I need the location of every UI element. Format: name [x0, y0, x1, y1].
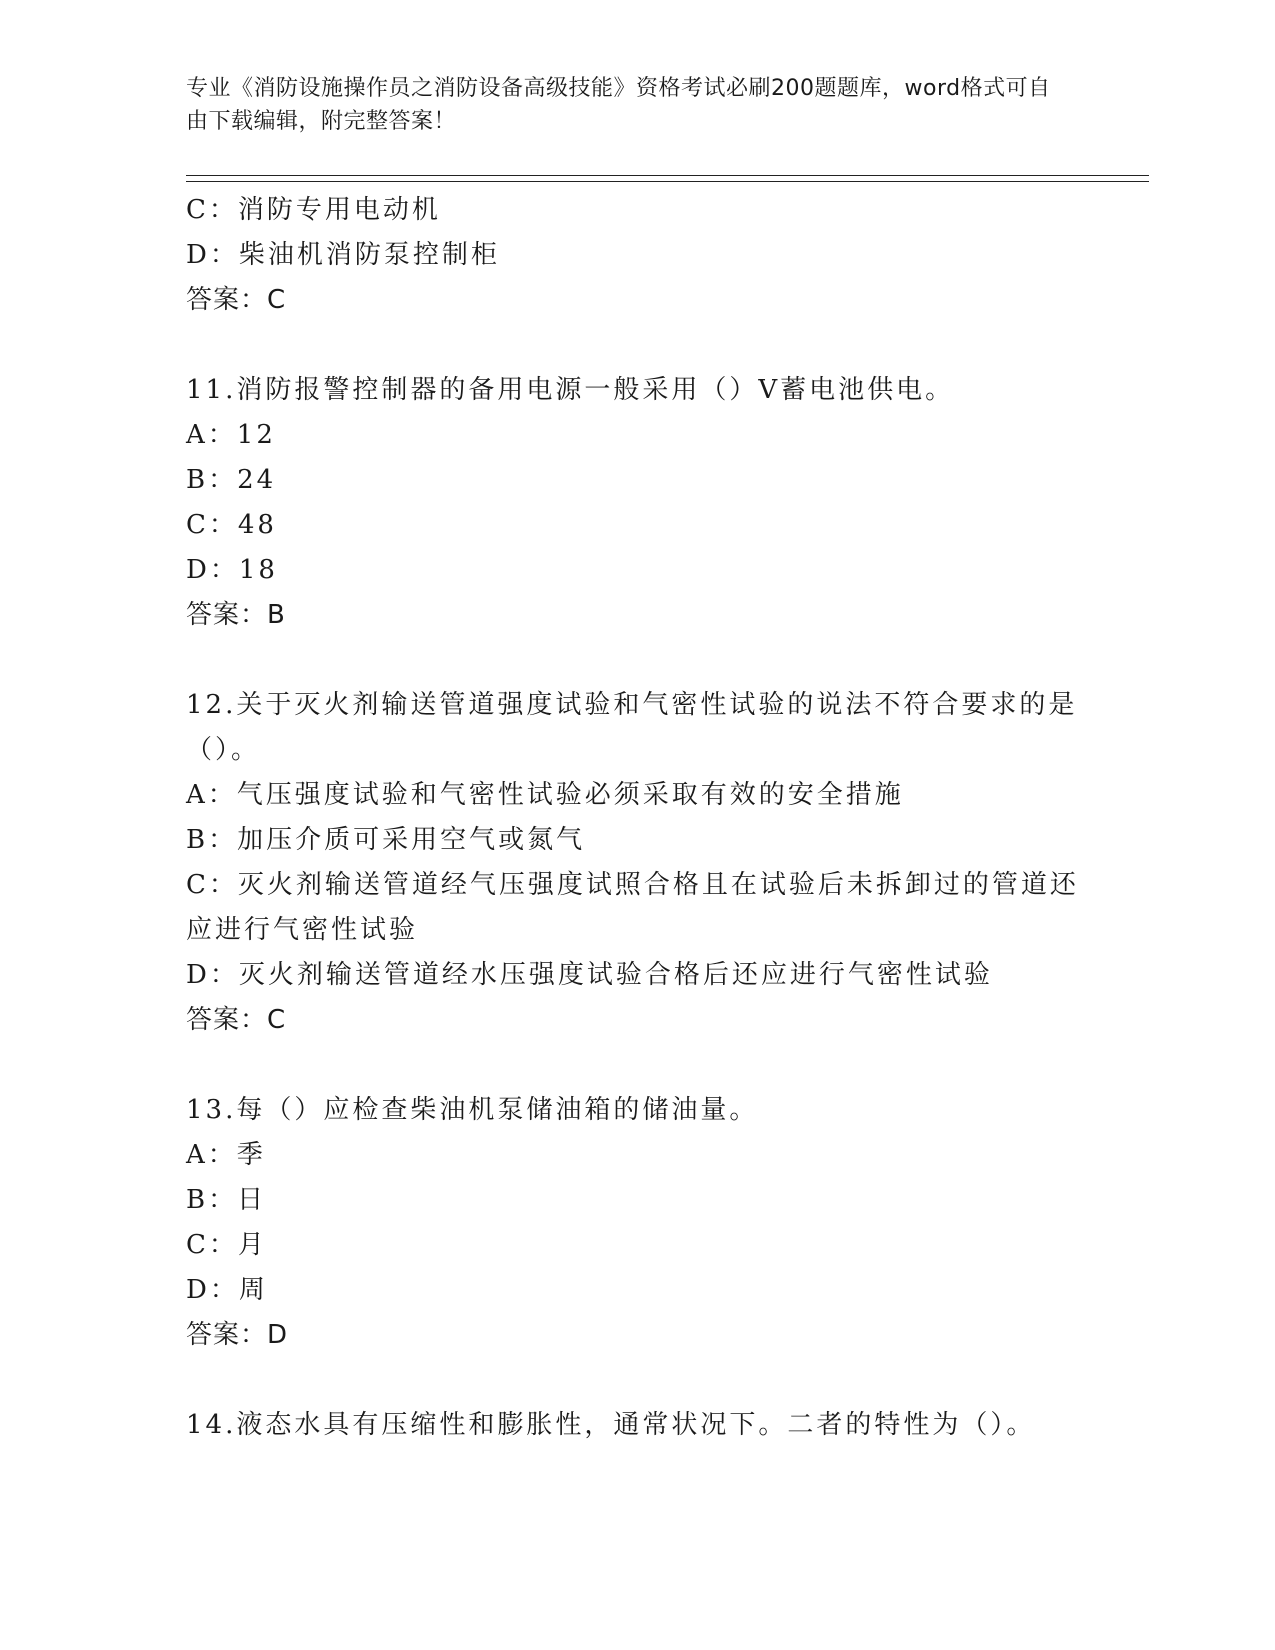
option-a: A：气压强度试验和气密性试验必须采取有效的安全措施	[186, 780, 904, 810]
header-title: 专业《消防设施操作员之消防设备高级技能》资格考试必刷200题题库，word格式可自由下载编辑，附完整答案！	[186, 76, 1051, 134]
question-list	[186, 188, 1086, 1448]
answer: 答案：D	[186, 1320, 289, 1350]
header-rule-top	[186, 175, 1149, 176]
question-stem: 11.消防报警控制器的备用电源一般采用（）V蓄电池供电。	[186, 375, 955, 405]
option-c-line-1: C：灭火剂输送管道经气压强度试照合格且在试验后未拆卸过的管道还	[186, 870, 1079, 900]
question-12	[186, 683, 1086, 1043]
option-d: D：柴油机消防泵控制柜	[186, 240, 500, 270]
option-a: A：12	[186, 420, 276, 450]
option-c: C：消防专用电动机	[186, 195, 441, 225]
option-d: D：灭火剂输送管道经水压强度试验合格后还应进行气密性试验	[186, 960, 993, 990]
option-b: B：加压介质可采用空气或氮气	[186, 825, 586, 855]
question-stem: 14.液态水具有压缩性和膨胀性，通常状况下。二者的特性为（）。	[186, 1410, 1036, 1440]
header-rule-bottom	[186, 181, 1149, 182]
question-stem-line-1: 12.关于灭火剂输送管道强度试验和气密性试验的说法不符合要求的是	[186, 690, 1078, 720]
question-14	[186, 1403, 1086, 1448]
question-stem-line-2: （）。	[186, 735, 261, 765]
spacer	[186, 323, 1086, 368]
option-b: B：24	[186, 465, 277, 495]
question-stem: 13.每（）应检查柴油机泵储油箱的储油量。	[186, 1095, 759, 1125]
option-a: A：季	[186, 1140, 266, 1170]
option-d: D：周	[186, 1275, 268, 1305]
option-c: C：月	[186, 1230, 267, 1260]
spacer	[186, 638, 1086, 683]
spacer	[186, 1043, 1086, 1088]
option-b: B：日	[186, 1185, 267, 1215]
spacer	[186, 1358, 1086, 1403]
question-13	[186, 1088, 1086, 1358]
answer: 答案：C	[186, 1005, 287, 1035]
option-c-line-2: 应进行气密性试验	[186, 915, 419, 945]
question-11	[186, 368, 1086, 638]
answer: 答案：C	[186, 285, 287, 315]
option-d: D：18	[186, 555, 278, 585]
document-header	[186, 72, 1066, 138]
question-10	[186, 188, 1086, 323]
answer: 答案：B	[186, 600, 286, 630]
option-c: C：48	[186, 510, 277, 540]
